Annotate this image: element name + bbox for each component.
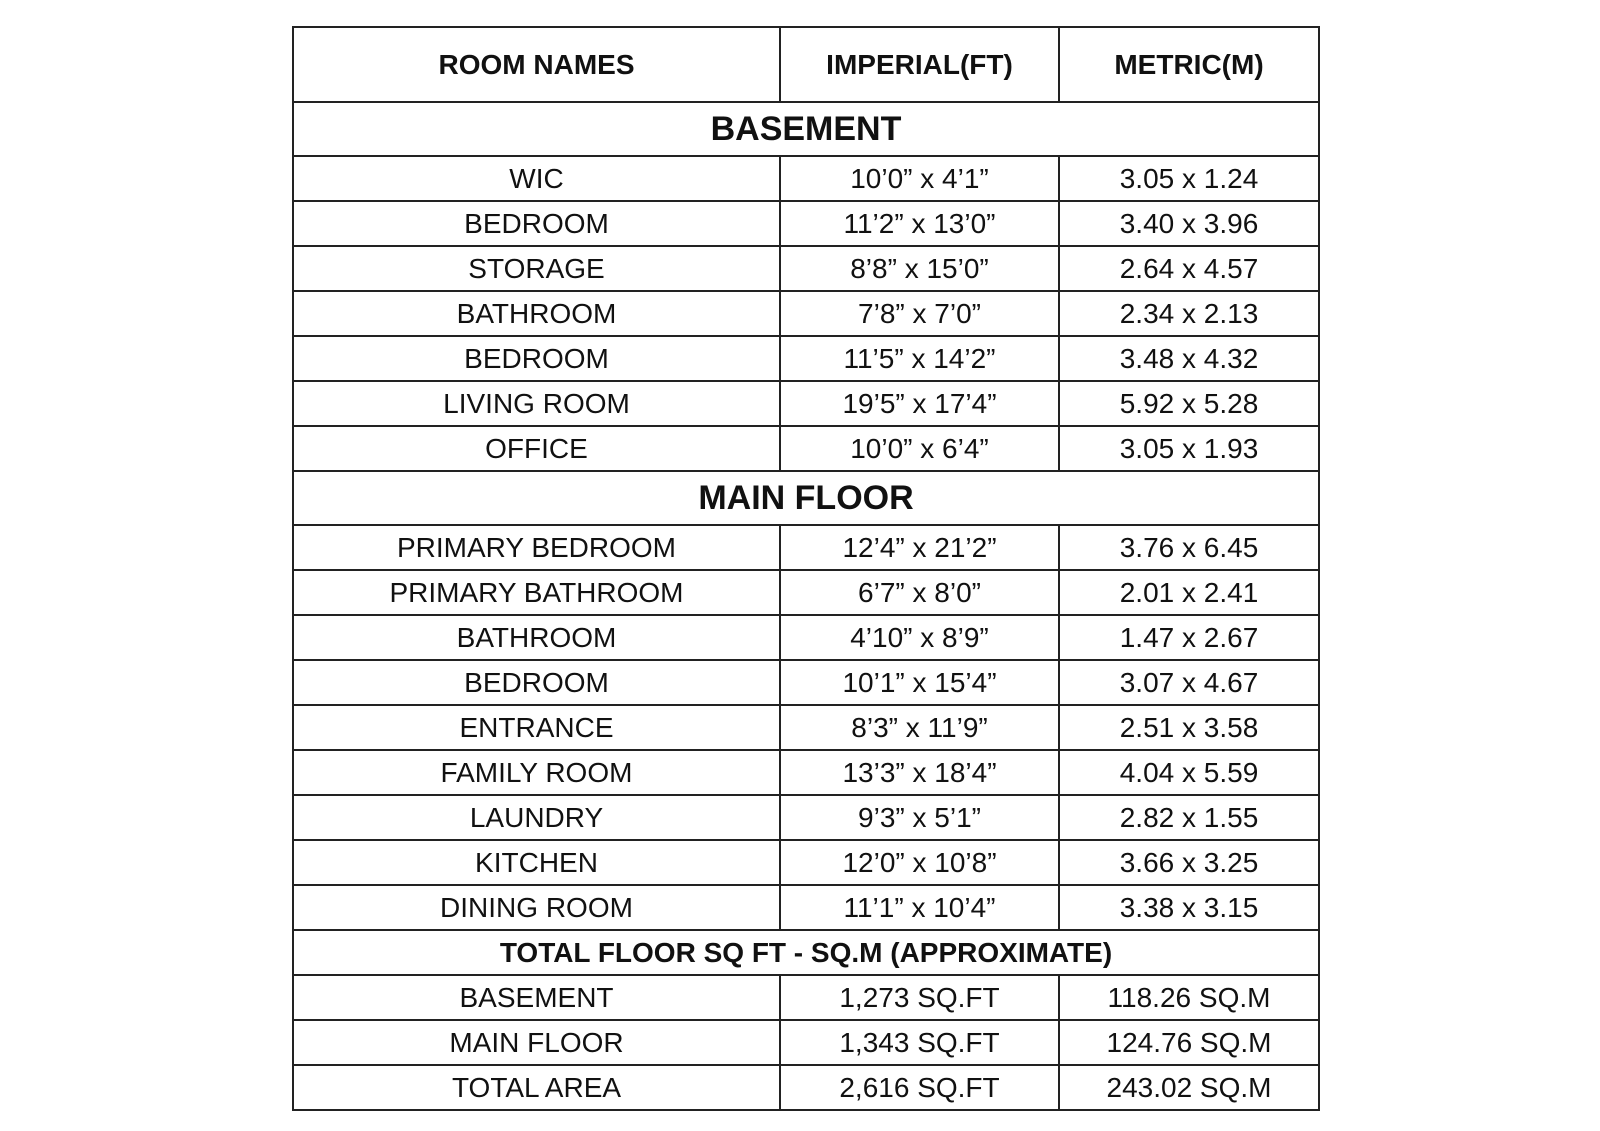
table-row [293,615,1319,660]
total-metric-cell: 124.76 SQ.M [1059,1020,1319,1065]
imperial-cell: 11’5” x 14’2” [780,336,1059,381]
table-header-row [293,27,1319,102]
section-title-basement: BASEMENT [293,102,1319,156]
room-name-cell: BEDROOM [293,201,780,246]
totals-row [293,1065,1319,1110]
metric-cell: 3.05 x 1.24 [1059,156,1319,201]
table-row [293,291,1319,336]
metric-cell: 2.51 x 3.58 [1059,705,1319,750]
total-metric-cell: 243.02 SQ.M [1059,1065,1319,1110]
metric-cell: 3.40 x 3.96 [1059,201,1319,246]
table-row [293,885,1319,930]
room-name-cell: OFFICE [293,426,780,471]
header-metric: METRIC(M) [1059,27,1319,102]
room-name-cell: PRIMARY BEDROOM [293,525,780,570]
table-body [293,102,1319,1110]
section-title-row [293,471,1319,525]
table-row [293,201,1319,246]
table-row [293,795,1319,840]
total-name-cell: MAIN FLOOR [293,1020,780,1065]
metric-cell: 4.04 x 5.59 [1059,750,1319,795]
room-name-cell: PRIMARY BATHROOM [293,570,780,615]
metric-cell: 3.07 x 4.67 [1059,660,1319,705]
metric-cell: 3.66 x 3.25 [1059,840,1319,885]
metric-cell: 3.48 x 4.32 [1059,336,1319,381]
room-name-cell: KITCHEN [293,840,780,885]
total-name-cell: BASEMENT [293,975,780,1020]
header-room-names: ROOM NAMES [293,27,780,102]
total-imperial-cell: 2,616 SQ.FT [780,1065,1059,1110]
table-row [293,246,1319,291]
metric-cell: 5.92 x 5.28 [1059,381,1319,426]
imperial-cell: 13’3” x 18’4” [780,750,1059,795]
room-name-cell: STORAGE [293,246,780,291]
metric-cell: 3.76 x 6.45 [1059,525,1319,570]
room-name-cell: BEDROOM [293,660,780,705]
total-name-cell: TOTAL AREA [293,1065,780,1110]
room-name-cell: ENTRANCE [293,705,780,750]
metric-cell: 2.64 x 4.57 [1059,246,1319,291]
table-row [293,840,1319,885]
imperial-cell: 9’3” x 5’1” [780,795,1059,840]
imperial-cell: 10’0” x 4’1” [780,156,1059,201]
totals-title-row [293,930,1319,975]
table-row [293,525,1319,570]
metric-cell: 3.38 x 3.15 [1059,885,1319,930]
table-row [293,660,1319,705]
section-title-row [293,102,1319,156]
total-imperial-cell: 1,343 SQ.FT [780,1020,1059,1065]
header-imperial: IMPERIAL(FT) [780,27,1059,102]
total-metric-cell: 118.26 SQ.M [1059,975,1319,1020]
imperial-cell: 12’4” x 21’2” [780,525,1059,570]
imperial-cell: 10’1” x 15’4” [780,660,1059,705]
imperial-cell: 4’10” x 8’9” [780,615,1059,660]
imperial-cell: 11’2” x 13’0” [780,201,1059,246]
metric-cell: 2.34 x 2.13 [1059,291,1319,336]
room-name-cell: LAUNDRY [293,795,780,840]
imperial-cell: 19’5” x 17’4” [780,381,1059,426]
room-dimensions-table [292,26,1320,1111]
metric-cell: 2.01 x 2.41 [1059,570,1319,615]
room-name-cell: BATHROOM [293,615,780,660]
table-row [293,336,1319,381]
imperial-cell: 12’0” x 10’8” [780,840,1059,885]
section-title-main-floor: MAIN FLOOR [293,471,1319,525]
table-row [293,705,1319,750]
metric-cell: 3.05 x 1.93 [1059,426,1319,471]
room-name-cell: WIC [293,156,780,201]
room-name-cell: FAMILY ROOM [293,750,780,795]
room-name-cell: LIVING ROOM [293,381,780,426]
imperial-cell: 8’3” x 11’9” [780,705,1059,750]
table-row [293,570,1319,615]
room-name-cell: BATHROOM [293,291,780,336]
totals-row [293,1020,1319,1065]
imperial-cell: 6’7” x 8’0” [780,570,1059,615]
table-row [293,426,1319,471]
room-name-cell: DINING ROOM [293,885,780,930]
totals-row [293,975,1319,1020]
table-row [293,156,1319,201]
room-name-cell: BEDROOM [293,336,780,381]
total-imperial-cell: 1,273 SQ.FT [780,975,1059,1020]
table-row [293,750,1319,795]
imperial-cell: 8’8” x 15’0” [780,246,1059,291]
imperial-cell: 10’0” x 6’4” [780,426,1059,471]
table-row [293,381,1319,426]
metric-cell: 2.82 x 1.55 [1059,795,1319,840]
imperial-cell: 11’1” x 10’4” [780,885,1059,930]
totals-title: TOTAL FLOOR SQ FT - SQ.M (APPROXIMATE) [293,930,1319,975]
metric-cell: 1.47 x 2.67 [1059,615,1319,660]
imperial-cell: 7’8” x 7’0” [780,291,1059,336]
